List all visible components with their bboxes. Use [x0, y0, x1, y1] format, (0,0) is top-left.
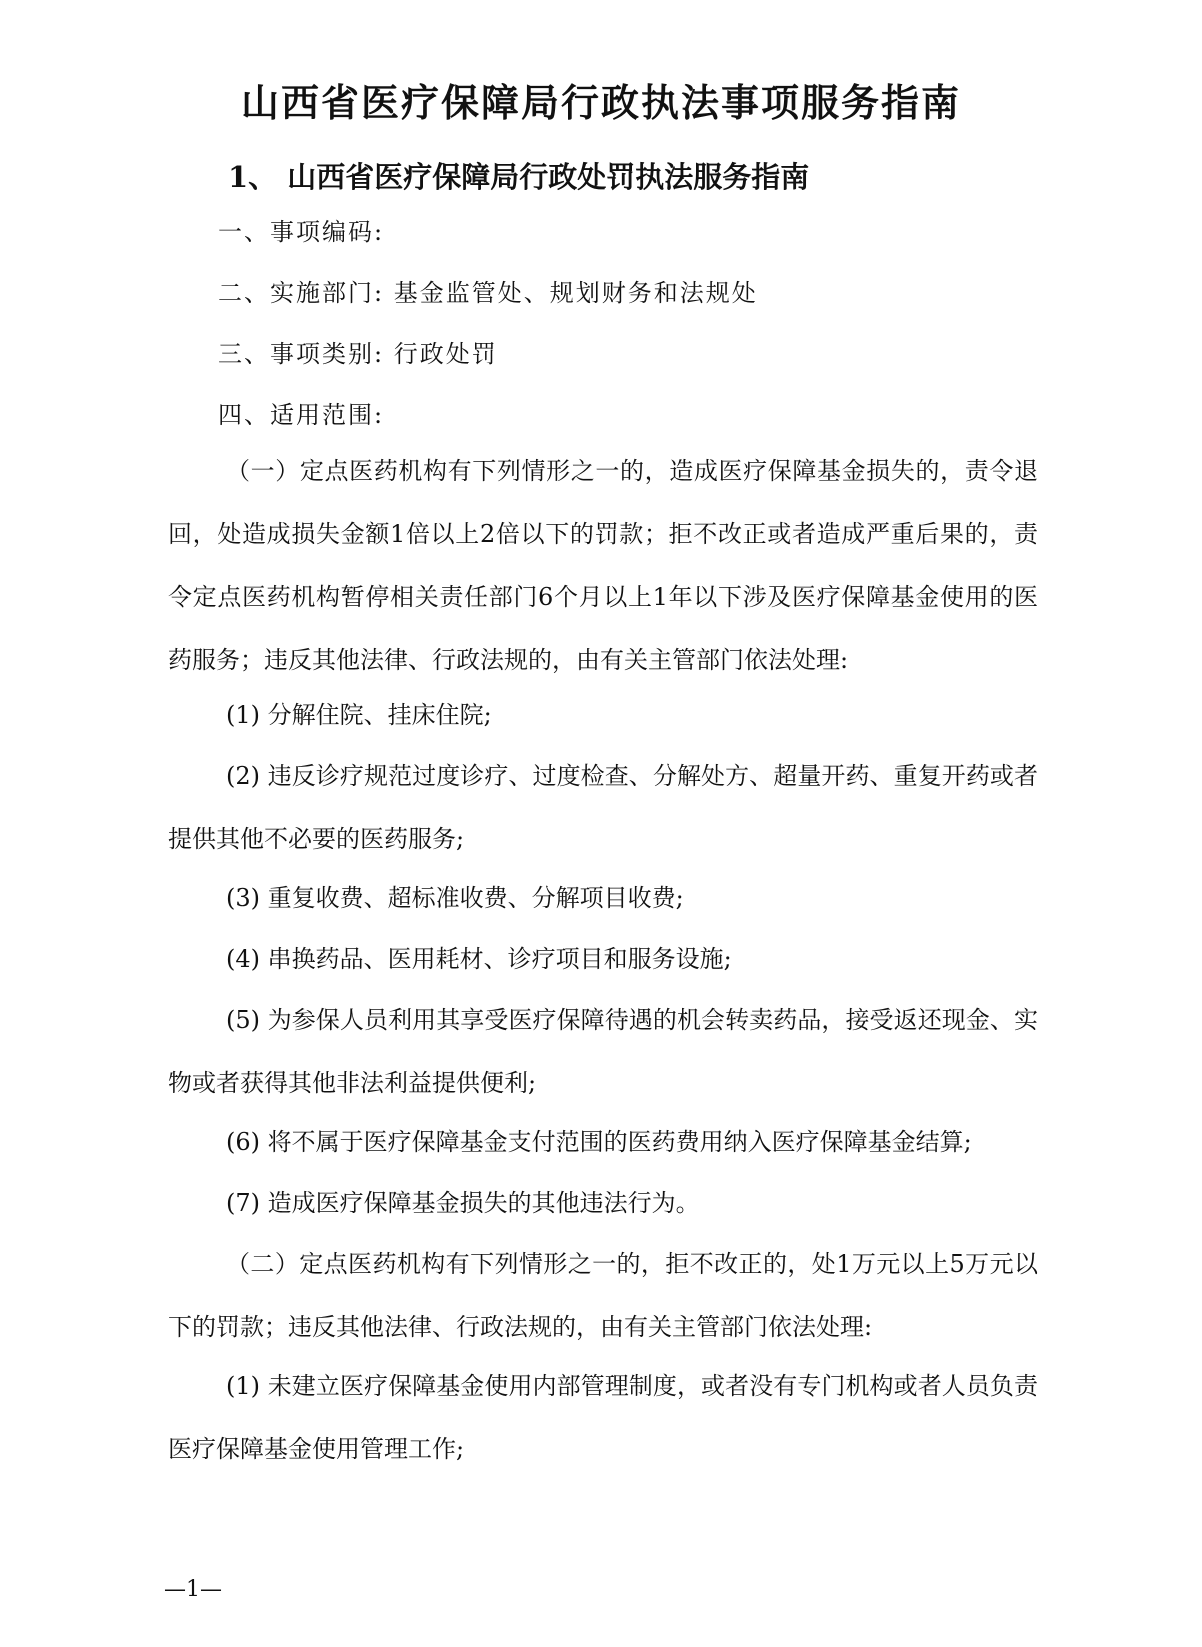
paragraph-9: （二）定点医药机构有下列情形之一的，拒不改正的，处1万元以上5万元以下的罚款；违反其他法律、行政法规的，由有关主管部门依法处理: [168, 1250, 1038, 1341]
paragraph-1: （一）定点医药机构有下列情形之一的，造成医疗保障基金损失的，责令退回，处造成损失金额1倍以上2倍以下的罚款；拒不改正或者造成严重后果的，责令定点医药机构暂停相关责任部门6个月以上1年以下涉及医疗保障基金使用的医药服务；违反其他法律、行政法规的，由有关主管部门依法处理: [168, 457, 1038, 674]
paragraph-4: (3) 重复收费、超标准收费、分解项目收费; [226, 884, 684, 912]
item-scope: 四、适用范围: [218, 401, 385, 429]
paragraph-3: (2) 违反诊疗规范过度诊疗、过度检查、分解处方、超量开药、重复开药或者提供其他不必要的医药服务; [168, 762, 1038, 853]
paragraph-6: (5) 为参保人员利用其享受医疗保障待遇的机会转卖药品，接受返还现金、实物或者获得其他非法利益提供便利; [168, 1006, 1038, 1097]
item-department: 二、实施部门: 基金监管处、规划财务和法规处 [218, 279, 758, 307]
page-number: —1— [164, 1577, 222, 1602]
document-title: 山西省医疗保障局行政执法事项服务指南 [240, 80, 961, 125]
section-subtitle: 1、 山西省医疗保障局行政处罚执法服务指南 [228, 160, 810, 194]
paragraph-8: (7) 造成医疗保障基金损失的其他违法行为。 [226, 1189, 700, 1217]
item-code: 一、事项编码: [218, 218, 385, 246]
paragraph-5: (4) 串换药品、医用耗材、诊疗项目和服务设施; [226, 945, 732, 973]
paragraph-10: (1) 未建立医疗保障基金使用内部管理制度，或者没有专门机构或者人员负责医疗保障基金使用管理工作; [168, 1372, 1038, 1463]
paragraph-7: (6) 将不属于医疗保障基金支付范围的医药费用纳入医疗保障基金结算; [226, 1128, 972, 1156]
item-category: 三、事项类别: 行政处罚 [218, 340, 498, 368]
paragraph-2: (1) 分解住院、挂床住院; [226, 701, 492, 729]
